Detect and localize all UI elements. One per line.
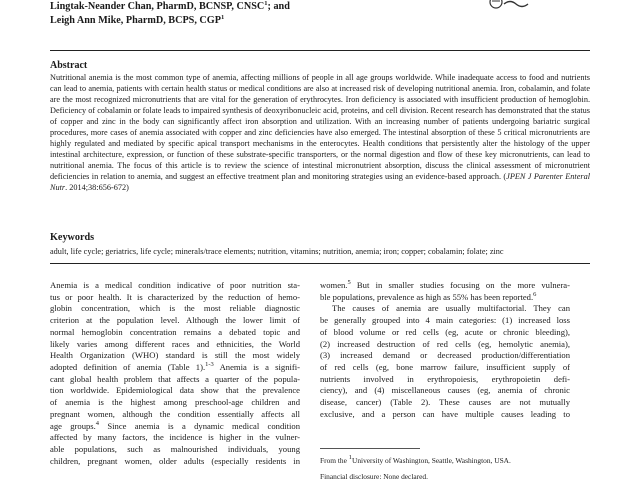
body-line: of anemia is the highest among preschool-age children and	[50, 397, 300, 408]
body-line: cant global health problem that affects a quarter of the popula-	[50, 373, 300, 384]
abstract-citation-prefix: monitoring strategies using an evidence-based approach. (	[312, 172, 507, 182]
abstract-line: Nutritional anemia is the most common type of anemia, affecting millions of people in all age groups worldwide. While inadequate access	[50, 73, 518, 82]
author-line-2	[50, 14, 470, 28]
body-line: tus or poor health. It is characterized by the reduction of hemo-	[50, 291, 300, 302]
body-line: disease, cancer) (Table 2). These causes are not mutually	[320, 397, 570, 408]
affiliation-marker: 1	[220, 13, 225, 21]
body-column-left	[50, 280, 300, 468]
body-line: adopted definition of anemia (Table 1).$^{1-3}$ Anemia is a signifi-	[50, 362, 300, 373]
body-line: (3) increased demand or decreased production/differentiation	[320, 350, 570, 361]
header-divider	[50, 50, 590, 51]
body-line: normal hemoglobin concentration remains a debated topic and	[50, 326, 300, 337]
body-line: ciency), and (4) miscellaneous causes (eg, anemia of chronic	[320, 385, 570, 396]
abstract-line: flow of these key micronutrients, can lead to nutritional anemia. The focus of this article is to review the science of intestinal micronutrient	[50, 150, 590, 171]
body-line: tion worldwide. Epidemiological data show that the prevalence	[50, 385, 300, 396]
disclosure-footnote: Financial disclosure: None declared.	[320, 472, 428, 481]
body-line: Health Organization (WHO) standard is still the most widely	[50, 350, 300, 361]
body-line: exclusive, and a person can have multiple causes leading to	[320, 408, 570, 419]
abstract-line: to food and nutrients can lead to anemia, patients with certain health status or medical conditions are also at increased risk of developing	[50, 73, 591, 94]
footnote-prefix: From the	[320, 456, 349, 465]
abstract-heading: Abstract	[50, 60, 88, 71]
author-list	[50, 0, 470, 27]
body-line: (2) increased destruction of red cells (eg, hemolytic anemia),	[320, 338, 570, 349]
citation-marker: 6	[533, 291, 537, 298]
body-line: pregnant women, although the condition essentially affects all	[50, 408, 300, 419]
affiliation-text: University of Washington, Seattle, Washington, USA.	[352, 456, 511, 465]
abstract-line: cases of anemia associated with copper and zinc deficiencies have also emerged. The intestinal absorption of these 5 critical micronutrients	[110, 128, 578, 138]
abstract-line: nutritional anemia. Iron, cobalamin, and folate are the most recognized micronutrients that are vital for the generation of erythrocytes.	[50, 84, 590, 105]
author-name: Lingtak-Neander Chan, PharmD, BCNSP, CNSC	[50, 1, 265, 12]
body-line: women.$^5$ But in smaller studies focusing on the more vulnera-	[320, 280, 570, 290]
citation-marker: 1-3	[205, 362, 214, 369]
body-line: affected by many factors, the incidence is higher in the vulner-	[50, 432, 300, 443]
keywords-heading: Keywords	[50, 232, 95, 243]
body-line: criterion at the population level. Although the lower limit of	[50, 315, 300, 326]
abstract-citation-suffix: . 2014;38:656-672)	[65, 183, 129, 193]
body-line: Anemia is a medical condition indicative of poor nutrition sta-	[50, 280, 300, 290]
body-line: nutrients involved in erythropoiesis, erythropoietin defi-	[320, 373, 570, 384]
abstract-line: histology of the upper intestinal architecture, expression, or function of these substrate-specific transporters, or the normal digestion and	[50, 139, 591, 160]
body-column-right	[320, 280, 570, 421]
abstract-line: Iron deficiency is associated with insufficient production of hemoglobin. Deficiency of cobalamin or folate leads to impaired synthesis	[50, 95, 591, 116]
sage-publisher-logo-icon	[488, 0, 548, 12]
body-line: ble populations, prevalence as high as 55% has been reported.$^6$	[320, 291, 537, 302]
body-line: of blood volume or red cells (eg, acute or chronic bleeding),	[320, 326, 570, 337]
author-name: Leigh Ann Mike, PharmD, BCPS, CGP	[50, 14, 221, 26]
journal-name: JPEN J Parenter Enteral Nutr	[50, 172, 591, 193]
body-line: be generally grouped into 4 main categories: (1) increased loss	[320, 315, 570, 326]
affiliation-marker: 1	[348, 454, 352, 461]
author-line-1	[50, 0, 470, 14]
keywords-list: adult, life cycle; geriatrics, life cycle; minerals/trace elements; nutrition, vitamins; nutrition, anemia; iron; copper; cobalamin; folate; zinc	[50, 247, 504, 256]
keywords-divider	[50, 263, 590, 264]
affiliation-footnote	[320, 455, 590, 466]
body-line: likely varies among different races and ethnicities, the World	[50, 338, 300, 349]
body-line: able populations, such as malnourished individuals, young	[50, 444, 300, 455]
body-line: of red cells (eg, bone marrow failure, insufficient supply of	[320, 362, 570, 373]
abstract-line: significantly affect iron absorption and utilization. With an increasing number of patients undergoing bariatric surgical procedures, more	[50, 117, 591, 138]
author-separator: ; and	[267, 1, 290, 12]
body-line: children, pregnant women, older adults (especially residents in	[50, 455, 300, 466]
citation-marker: 5	[347, 280, 351, 286]
abstract-body	[50, 72, 590, 194]
abstract-line: absorption, discuss the clinical assessment of micronutrient deficiencies in relation to anemia, and suggest an effective treatment plan and	[50, 161, 591, 182]
body-line: globin concentration, which is the most reliable diagnostic	[50, 303, 300, 314]
abstract-line: of deoxyribonucleic acid, proteins, and cell division. Recent research has demonstrated that the status of copper and zinc in the body can	[50, 106, 590, 127]
affiliation-marker: 1	[264, 0, 268, 7]
body-line: age groups.$^4$ Since anemia is a dynamic medical condition	[50, 420, 300, 431]
citation-marker: 4	[95, 420, 100, 427]
footnote-divider	[320, 448, 420, 449]
abstract-line: are highly regulated and mediated by specific apical transport mechanisms in the enterocytes. Health conditions that persistently alter the	[50, 128, 590, 149]
body-line: The causes of anemia are usually multifactorial. They can	[332, 303, 570, 314]
